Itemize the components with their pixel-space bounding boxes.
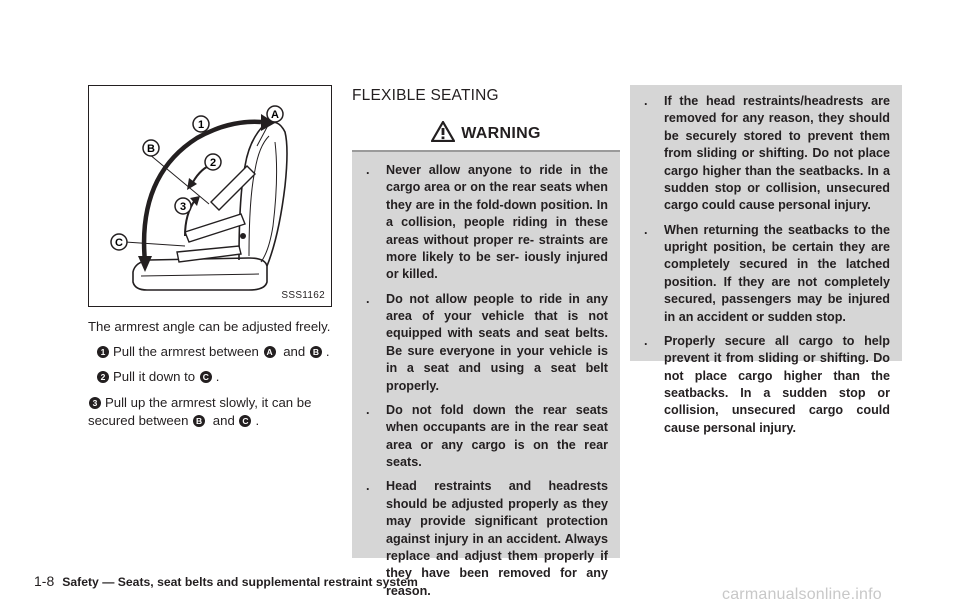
armrest-step-1 bbox=[88, 343, 338, 361]
step-text: Pull up the armrest slowly, it can be secured between bbox=[88, 394, 312, 428]
section-title: FLEXIBLE SEATING bbox=[352, 87, 499, 104]
letter-badge: B bbox=[310, 346, 322, 358]
label-c: C bbox=[115, 237, 123, 249]
armrest-instructions bbox=[88, 318, 338, 437]
armrest-step-3 bbox=[88, 394, 338, 430]
warning-heading: WARNING bbox=[461, 125, 541, 142]
warning-header bbox=[352, 112, 620, 152]
label-a: A bbox=[271, 109, 279, 121]
label-2: 2 bbox=[209, 157, 217, 169]
step-text: . bbox=[325, 344, 330, 360]
warning-box bbox=[352, 112, 620, 598]
letter-badge: C bbox=[200, 371, 212, 383]
list-item: . When returning the seatbacks to the upright position, be certain they are completely secured in the latched position. If they are not completely secured, passengers may be injured in an accident or sudden stop. bbox=[644, 222, 890, 324]
list-item: . Properly secure all cargo to help prevent it from sliding or shifting. Do not place cargo higher than the seatbacks. In a sudden stop or collision, unsecured cargo could cause personal injury. bbox=[644, 333, 890, 435]
armrest-diagram bbox=[89, 86, 333, 308]
step-number-badge: 3 bbox=[89, 397, 101, 409]
list-item: . Do not fold down the rear seats when occupants are in the rear seat area or any cargo is on the rear seats. bbox=[366, 402, 608, 469]
step-text: and bbox=[209, 412, 239, 428]
letter-badge: B bbox=[193, 415, 205, 427]
letter-badge: C bbox=[239, 415, 251, 427]
warning-list-left bbox=[352, 152, 620, 600]
armrest-step-2 bbox=[88, 368, 338, 386]
list-item: . Head restraints and headrests should be adjusted properly as they may provide significant protection against injury in an accident. Always replace and adjust them properly if they have been removed for any reason. bbox=[366, 479, 608, 598]
step-number-badge: 2 bbox=[97, 371, 109, 383]
list-item: . Never allow anyone to ride in the cargo area or on the rear seats when they are in the fold-down position. In a collision, people riding in these areas without proper re- straints are more likely to be ser- iously injured or killed. bbox=[366, 163, 608, 282]
armrest-intro: The armrest angle can be adjusted freely. bbox=[88, 319, 331, 334]
letter-badge: A bbox=[264, 346, 276, 358]
seat-armrest-illustration bbox=[88, 85, 332, 307]
watermark: carmanualsonline.info bbox=[722, 586, 882, 603]
list-item: . If the head restraints/headrests are removed for any reason, they should be securely stored to prevent them from sliding or shifting. Do not place cargo higher than the seatbacks. In a sudden stop or collision, unsecured cargo could cause personal injury. bbox=[644, 94, 890, 213]
label-3: 3 bbox=[179, 201, 187, 213]
list-item: . Do not allow people to ride in any area of your vehicle that is not equipped with seats and seat belts. Be sure everyone in your vehicle is in a seat and using a seat belt properly. bbox=[366, 291, 608, 393]
page-footer bbox=[34, 573, 418, 589]
warning-triangle-icon bbox=[431, 121, 455, 142]
step-number-badge: 1 bbox=[97, 346, 109, 358]
step-text: Pull it down to bbox=[113, 369, 199, 385]
step-text: . bbox=[255, 412, 260, 428]
label-b: B bbox=[147, 143, 155, 155]
label-1: 1 bbox=[197, 119, 205, 131]
warning-box-continued bbox=[630, 85, 902, 435]
step-text: Pull the armrest between bbox=[113, 344, 263, 360]
figure-code: SSS1162 bbox=[281, 290, 325, 301]
warning-list-right bbox=[630, 85, 902, 437]
page-number: 1-8 bbox=[34, 573, 55, 589]
footer-title: Safety — Seats, seat belts and supplemental restraint system bbox=[62, 575, 418, 589]
step-text: . bbox=[215, 369, 220, 385]
step-text: and bbox=[279, 344, 309, 360]
